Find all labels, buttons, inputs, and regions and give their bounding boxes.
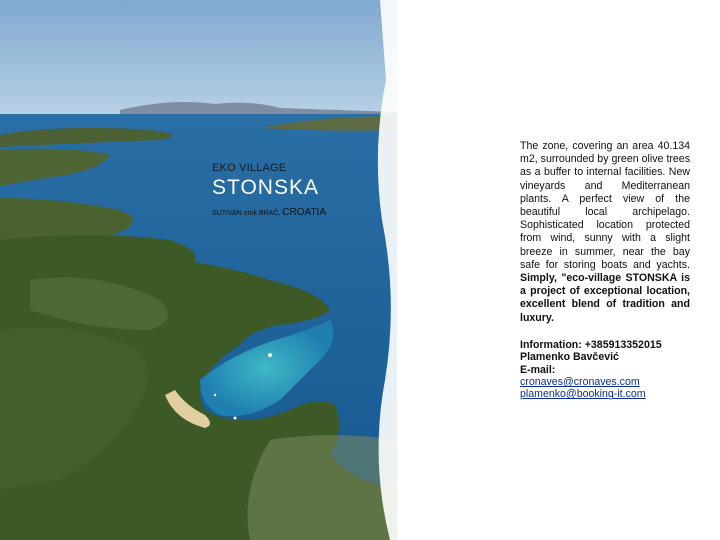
description: [520, 140, 690, 325]
location-island: SUTIVAN otok BRAČ,: [212, 210, 281, 217]
description-bold: Simply, "eco-village STONSKA is a project of exceptional location, excellent blend of tradition and luxury.: [520, 272, 690, 324]
village-name: STONSKA: [212, 176, 319, 199]
contact-person: Plamenko Bavčević: [520, 351, 619, 364]
contact-block: [520, 339, 690, 401]
contact-information: Information: +385913352015: [520, 338, 662, 351]
location-line: [212, 207, 326, 218]
email-link-cronaves[interactable]: cronaves@cronaves.com: [520, 376, 640, 389]
description-text: The zone, covering an area 40.134 m2, surrounded by green olive trees as a buffer to internal facilities. New vineyards and Mediterranean plants. A perfect view of the beautiful local archipelago. Sophisticated location protected from wind, sunny with a slight breeze in summer, near the bay safe for storing boats and yachts.: [520, 140, 690, 271]
location-country: CROATIA: [282, 207, 327, 218]
email-link-booking[interactable]: plamenko@booking-it.com: [520, 388, 646, 401]
eko-village-label: EKO VILLAGE: [212, 162, 287, 174]
contact-email-label: E-mail:: [520, 363, 556, 376]
text-panel: [520, 140, 690, 401]
